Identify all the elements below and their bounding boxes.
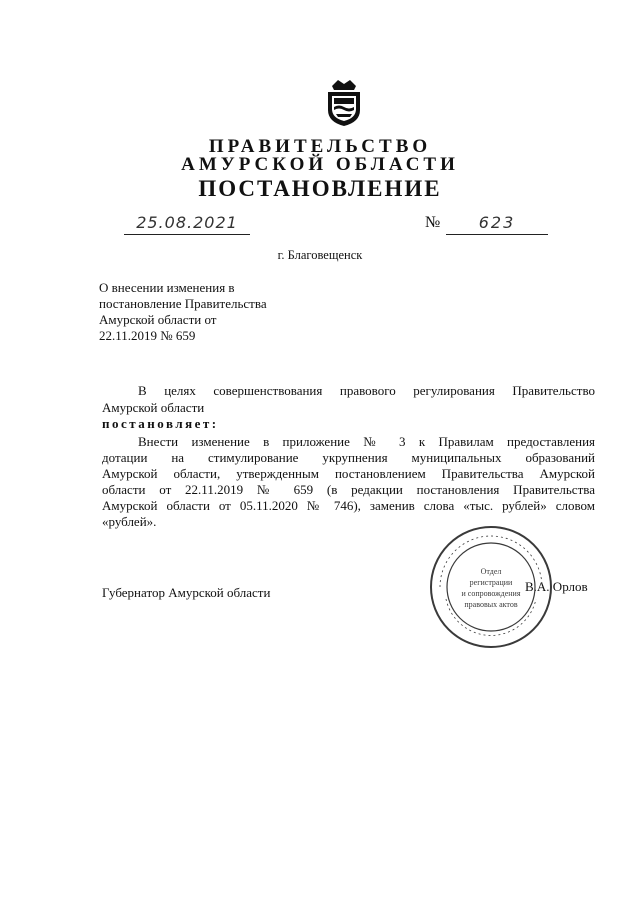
operative-paragraph xyxy=(102,434,595,530)
signatory-name: В.А. Орлов xyxy=(525,579,588,594)
preamble-line2: Амурской области xyxy=(102,400,205,415)
document-date: 25.08.2021 xyxy=(124,212,250,235)
city: г. Благовещенск xyxy=(277,248,363,262)
official-stamp-icon xyxy=(428,524,554,650)
preamble-line1: В целях совершенствования правового регулирования Правительство xyxy=(138,383,595,398)
operative-line: области от 22.11.2019 № 659 (в редакции постановления Правительства xyxy=(102,482,595,497)
operative-line: Амурской области от 05.11.2020 № 746), заменив слова «тыс. рублей» словом xyxy=(102,498,595,513)
operative-line: Амурской области, утвержденным постановлением Правительства Амурской xyxy=(102,466,595,481)
subject-line: О внесении изменения в xyxy=(99,280,235,295)
number-sign: № xyxy=(425,214,441,231)
resolves-word: постановляет: xyxy=(102,416,219,431)
operative-line: «рублей». xyxy=(102,514,157,529)
org-name-line1: ПРАВИТЕЛЬСТВО xyxy=(208,136,432,157)
operative-line: Внести изменение в приложение № 3 к Правилам предоставления xyxy=(138,434,595,449)
stamp-text: Отдел xyxy=(480,567,502,576)
document-type: ПОСТАНОВЛЕНИЕ xyxy=(198,176,442,201)
stamp-text: правовых актов xyxy=(464,600,518,609)
subject-line: постановление Правительства xyxy=(99,296,267,311)
document-subject xyxy=(99,280,299,344)
document-number: 623 xyxy=(446,212,548,235)
subject-line: 22.11.2019 № 659 xyxy=(99,328,196,343)
stamp-text: и сопровождения xyxy=(461,589,521,598)
coat-of-arms-icon xyxy=(324,76,364,128)
subject-line: Амурской области от xyxy=(99,312,217,327)
stamp-text: регистрации xyxy=(469,578,513,587)
org-name-line2: АМУРСКОЙ ОБЛАСТИ xyxy=(181,154,459,175)
operative-line: дотации на стимулирование укрупнения муниципальных образований xyxy=(102,450,595,465)
signatory-position: Губернатор Амурской области xyxy=(102,585,271,600)
